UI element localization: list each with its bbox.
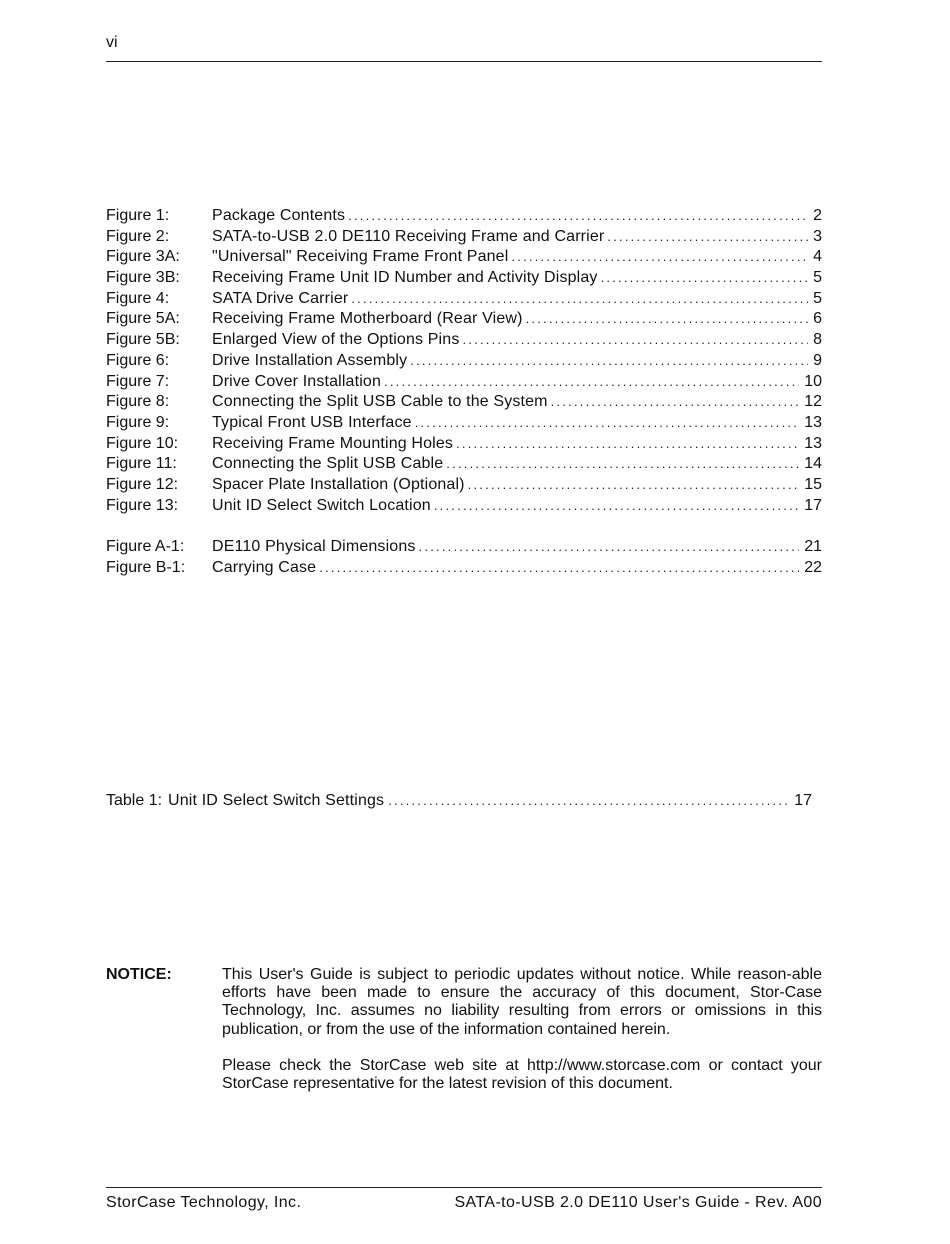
list-of-tables xyxy=(106,791,812,812)
figure-label: Figure B-1: xyxy=(106,558,186,576)
notice-label: NOTICE: xyxy=(106,966,172,983)
figure-entry[interactable] xyxy=(106,309,822,330)
figure-title: Receiving Frame Motherboard (Rear View) xyxy=(212,310,523,328)
figure-page: 17 xyxy=(804,496,822,514)
footer-company: StorCase Technology, Inc. xyxy=(106,1194,302,1211)
figure-entry[interactable] xyxy=(106,496,822,517)
figure-page: 13 xyxy=(804,413,822,431)
dot-leader xyxy=(434,496,799,517)
figure-title: Receiving Frame Mounting Holes xyxy=(212,434,454,452)
figure-title: DE110 Physical Dimensions xyxy=(212,538,416,555)
dot-leader xyxy=(388,791,789,812)
dot-leader xyxy=(601,268,809,289)
footer-rule xyxy=(106,1187,822,1188)
figure-title: Package Contents xyxy=(212,207,346,224)
figure-title: SATA Drive Carrier xyxy=(212,289,349,307)
figure-title: Typical Front USB Interface xyxy=(212,413,412,431)
figure-title: Receiving Frame Unit ID Number and Activity Display xyxy=(212,269,598,287)
figure-title: SATA-to-USB 2.0 DE110 Receiving Frame and Carrier xyxy=(212,227,605,245)
figure-entry[interactable] xyxy=(106,247,822,268)
figure-label: Figure 4: xyxy=(106,289,170,307)
figure-page: 5 xyxy=(813,269,822,287)
figure-label: Figure 13: xyxy=(106,496,179,514)
list-of-figures xyxy=(106,206,822,516)
dot-leader xyxy=(384,372,799,393)
figure-label: Figure 11: xyxy=(106,455,177,473)
figure-entry[interactable] xyxy=(106,434,822,455)
table-title: Unit ID Select Switch Settings xyxy=(168,792,385,809)
table-entry[interactable] xyxy=(106,791,812,812)
page-number: vi xyxy=(106,34,118,51)
figure-page: 6 xyxy=(813,310,822,328)
figure-entry[interactable] xyxy=(106,351,822,372)
figure-page: 13 xyxy=(804,434,822,452)
figure-label: Figure 9: xyxy=(106,413,170,431)
figure-label: Figure 6: xyxy=(106,351,170,369)
figure-label: Figure 8: xyxy=(106,393,170,411)
dot-leader xyxy=(415,413,800,434)
notice-paragraph: Please check the StorCase web site at http://www.storcase.com or contact your StorCase representative for the latest revision of this document. xyxy=(222,1057,822,1093)
header-rule xyxy=(106,61,822,62)
dot-leader xyxy=(511,247,808,268)
figure-entry[interactable] xyxy=(106,330,822,351)
figure-entry[interactable] xyxy=(106,537,822,558)
dot-leader xyxy=(410,351,808,372)
figure-title: "Universal" Receiving Frame Front Panel xyxy=(212,248,509,266)
figure-page: 15 xyxy=(804,475,822,493)
footer-document-title: SATA-to-USB 2.0 DE110 User's Guide - Rev. A00 xyxy=(454,1194,822,1211)
figure-label: Figure 5B: xyxy=(106,331,180,349)
figure-entry[interactable] xyxy=(106,289,822,310)
dot-leader xyxy=(526,309,809,330)
figure-entry[interactable] xyxy=(106,558,822,579)
table-page: 17 xyxy=(794,792,812,809)
figure-entry[interactable] xyxy=(106,372,822,393)
figure-entry[interactable] xyxy=(106,268,822,289)
figure-entry[interactable] xyxy=(106,392,822,413)
figure-entry[interactable] xyxy=(106,413,822,434)
figure-label: Figure 3B: xyxy=(106,269,180,287)
footer xyxy=(106,1194,822,1212)
figure-title: Connecting the Split USB Cable xyxy=(212,455,444,473)
figure-entry[interactable] xyxy=(106,454,822,475)
figure-label: Figure 1: xyxy=(106,207,170,224)
figure-title: Spacer Plate Installation (Optional) xyxy=(212,475,465,493)
figure-page: 2 xyxy=(813,207,822,224)
table-label: Table 1: xyxy=(106,792,163,809)
dot-leader xyxy=(348,206,808,227)
figure-title: Enlarged View of the Options Pins xyxy=(212,331,460,349)
figure-label: Figure 10: xyxy=(106,434,179,452)
figure-title: Unit ID Select Switch Location xyxy=(212,496,431,514)
figure-label: Figure 5A: xyxy=(106,310,180,328)
figure-title: Carrying Case xyxy=(212,558,317,576)
figure-title: Drive Cover Installation xyxy=(212,372,381,390)
figure-page: 10 xyxy=(804,372,822,390)
dot-leader xyxy=(551,392,800,413)
figure-entry[interactable] xyxy=(106,227,822,248)
figure-page: 21 xyxy=(804,538,822,555)
dot-leader xyxy=(419,537,800,558)
figure-page: 5 xyxy=(813,289,822,307)
figure-page: 4 xyxy=(813,248,822,266)
dot-leader xyxy=(351,289,808,310)
dot-leader xyxy=(446,454,799,475)
notice-paragraph: This User's Guide is subject to periodic updates without notice. While reason-able efforts have been made to ensure the accuracy of this document, Stor-Case Technology, Inc. assumes no liability resulting from errors or omissions in this publication, or from the use of the information contained herein. xyxy=(222,966,822,1038)
figure-entry[interactable] xyxy=(106,475,822,496)
figure-title: Connecting the Split USB Cable to the System xyxy=(212,393,548,411)
list-of-appendix-figures xyxy=(106,537,822,578)
figure-label: Figure 3A: xyxy=(106,248,180,266)
figure-label: Figure 2: xyxy=(106,227,170,245)
dot-leader xyxy=(456,434,799,455)
figure-page: 22 xyxy=(804,558,822,576)
figure-page: 14 xyxy=(804,455,822,473)
figure-label: Figure A-1: xyxy=(106,538,185,555)
dot-leader xyxy=(468,475,800,496)
figure-title: Drive Installation Assembly xyxy=(212,351,408,369)
figure-page: 8 xyxy=(813,331,822,349)
figure-label: Figure 7: xyxy=(106,372,170,390)
figure-page: 9 xyxy=(813,351,822,369)
dot-leader xyxy=(462,330,808,351)
dot-leader xyxy=(607,227,808,248)
figure-entry[interactable] xyxy=(106,206,822,227)
dot-leader xyxy=(319,558,799,579)
figure-label: Figure 12: xyxy=(106,475,179,493)
figure-page: 3 xyxy=(813,227,822,245)
figure-page: 12 xyxy=(804,393,822,411)
notice-body xyxy=(222,966,822,1112)
